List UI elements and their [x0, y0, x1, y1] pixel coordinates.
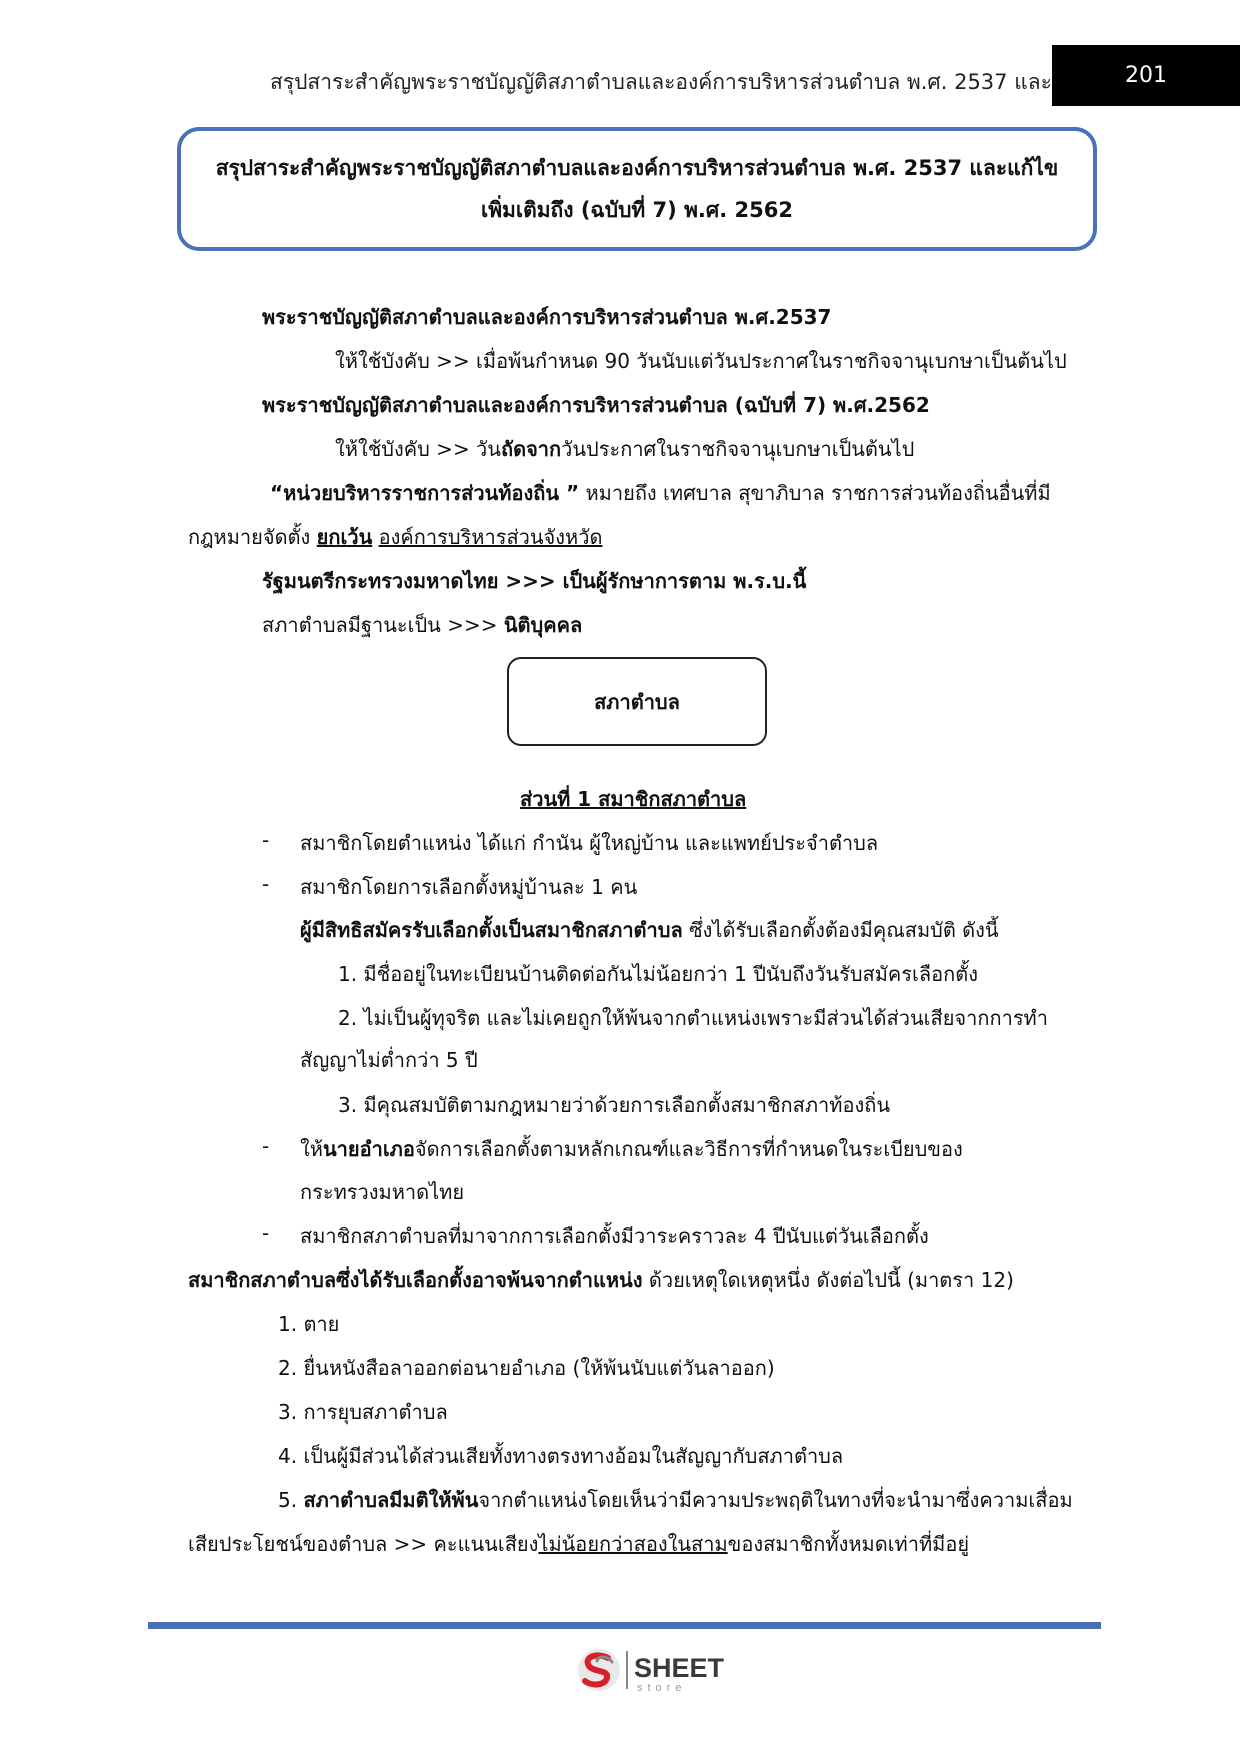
bullet-3-line-2: กระทรวงมหาดไทย — [300, 1180, 465, 1204]
footer-rule — [148, 1622, 1101, 1629]
act2-effective-prefix: ให้ใช้บังคับ >> วัน — [335, 437, 501, 461]
definition-text: หมายถึง เทศบาล สุขาภิบาล ราชการส่วนท้องถิ่นอื่นที่มี — [579, 481, 1051, 505]
bullet-dash: - — [262, 872, 270, 896]
definition-line2-prefix: กฎหมายจัดตั้ง — [188, 525, 317, 549]
logo-brand-text: SHEET — [634, 1653, 725, 1683]
act2-title: พระราชบัญญัติสภาตำบลและองค์การบริหารส่วนตำบล (ฉบับที่ 7) พ.ศ.2562 — [262, 393, 930, 417]
bullet-3-prefix: ให้ — [300, 1137, 323, 1161]
definition-term: “หน่วยบริหารราชการส่วนท้องถิ่น ” — [270, 481, 580, 505]
definition-exception-bold: ยกเว้น — [316, 525, 373, 549]
removal-reason-5-rest: จากตำแหน่งโดยเห็นว่ามีความประพฤติในทางที่จะนำมาซึ่งความเสื่อม — [478, 1488, 1073, 1512]
act1-title: พระราชบัญญัติสภาตำบลและองค์การบริหารส่วนตำบล พ.ศ.2537 — [262, 305, 832, 329]
title-line-1: สรุปสาระสำคัญพระราชบัญญัติสภาตำบลและองค์การบริหารส่วนตำบล พ.ศ. 2537 และแก้ไข — [215, 156, 1059, 180]
act2-effective — [335, 434, 914, 464]
legal-status-value: นิติบุคคล — [503, 613, 583, 637]
bullet-3-rest: จัดการเลือกตั้งตามหลักเกณฑ์และวิธีการที่กำหนดในระเบียบของ — [414, 1137, 963, 1161]
removal-reason-1: 1. ตาย — [278, 1312, 340, 1336]
bullet-3-line-1 — [300, 1134, 1092, 1164]
title-line-2: เพิ่มเติมถึง (ฉบับที่ 7) พ.ศ. 2562 — [481, 198, 793, 222]
removal-reason-5-bold: สภาตำบลมีมติให้พ้น — [303, 1488, 479, 1512]
legal-status-line — [262, 610, 582, 640]
sheet-store-logo-icon — [575, 1645, 745, 1695]
removal-reason-5-line2-prefix: เสียประโยชน์ของตำบล >> คะแนนเสียง — [188, 1532, 539, 1556]
removal-reason-3: 3. การยุบสภาตำบล — [278, 1400, 448, 1424]
definition-exception-org: องค์การบริหารส่วนจังหวัด — [378, 525, 603, 549]
qualification-intro-bold: ผู้มีสิทธิสมัครรับเลือกตั้งเป็นสมาชิกสภาตำบล — [300, 918, 683, 942]
definition-line — [270, 478, 1051, 508]
removal-reason-5-line2-suffix: ของสมาชิกทั้งหมดเท่าที่มีอยู่ — [727, 1532, 970, 1556]
qualification-3: 3. มีคุณสมบัติตามกฎหมายว่าด้วยการเลือกตั้งสมาชิกสภาท้องถิ่น — [338, 1093, 891, 1117]
minister-line: รัฐมนตรีกระทรวงมหาดไทย >>> เป็นผู้รักษาการตาม พ.ร.บ.นี้ — [262, 569, 807, 593]
page-number: 201 — [1052, 45, 1240, 106]
bullet-4: สมาชิกสภาตำบลที่มาจากการเลือกตั้งมีวาระคราวละ 4 ปีนับแต่วันเลือกตั้ง — [300, 1224, 929, 1248]
bullet-2: สมาชิกโดยการเลือกตั้งหมู่บ้านละ 1 คน — [300, 875, 638, 899]
act2-effective-bold: ถัดจาก — [500, 437, 562, 461]
removal-reason-5-prefix: 5. — [278, 1488, 304, 1512]
logo-sub-text: store — [637, 1682, 687, 1694]
qualification-1: 1. มีชื่ออยู่ในทะเบียนบ้านติดต่อกันไม่น้อยกว่า 1 ปีนับถึงวันรับสมัครเลือกตั้ง — [338, 962, 978, 986]
section-1-heading: ส่วนที่ 1 สมาชิกสภาตำบล — [520, 787, 747, 811]
bullet-dash: - — [262, 828, 270, 852]
removal-intro-rest: ด้วยเหตุใดเหตุหนึ่ง ดังต่อไปนี้ (มาตรา 12) — [642, 1268, 1014, 1292]
removal-reason-5-threshold: ไม่น้อยกว่าสองในสาม — [538, 1532, 728, 1556]
running-header: สรุปสาระสำคัญพระราชบัญญัติสภาตำบลและองค์การบริหารส่วนตำบล พ.ศ. 2537 และ — [270, 70, 1052, 94]
removal-reason-5-line-1 — [278, 1485, 1073, 1515]
legal-status-prefix: สภาตำบลมีฐานะเป็น >>> — [262, 613, 504, 637]
act2-effective-suffix: วันประกาศในราชกิจจานุเบกษาเป็นต้นไป — [561, 437, 915, 461]
removal-reason-2: 2. ยื่นหนังสือลาออกต่อนายอำเภอ (ให้พ้นนับแต่วันลาออก) — [278, 1356, 775, 1380]
node-box-label: สภาตำบล — [594, 689, 680, 714]
removal-reason-4: 4. เป็นผู้มีส่วนได้ส่วนเสียทั้งทางตรงทางอ้อมในสัญญากับสภาตำบล — [278, 1444, 844, 1468]
qualification-intro — [300, 915, 999, 945]
removal-intro — [188, 1265, 1014, 1295]
bullet-dash: - — [262, 1221, 270, 1245]
bullet-dash: - — [262, 1134, 270, 1158]
node-box-sapha-tambon — [507, 657, 767, 746]
definition-line-2 — [188, 522, 602, 552]
removal-reason-5-line-2 — [188, 1529, 969, 1559]
qualification-2-line-1: 2. ไม่เป็นผู้ทุจริต และไม่เคยถูกให้พ้นจากตำแหน่งเพราะมีส่วนได้ส่วนเสียจากการทำ — [338, 1006, 1048, 1030]
bullet-1: สมาชิกโดยตำแหน่ง ได้แก่ กำนัน ผู้ใหญ่บ้าน และแพทย์ประจำตำบล — [300, 831, 879, 855]
act1-effective: ให้ใช้บังคับ >> เมื่อพ้นกำหนด 90 วันนับแต่วันประกาศในราชกิจจานุเบกษาเป็นต้นไป — [335, 349, 1067, 373]
removal-intro-bold: สมาชิกสภาตำบลซึ่งได้รับเลือกตั้งอาจพ้นจากตำแหน่ง — [188, 1268, 643, 1292]
qualification-intro-rest: ซึ่งได้รับเลือกตั้งต้องมีคุณสมบัติ ดังนี้ — [682, 918, 999, 942]
qualification-2-line-2: สัญญาไม่ต่ำกว่า 5 ปี — [300, 1048, 478, 1072]
document-title-box — [177, 127, 1097, 251]
bullet-3-bold: นายอำเภอ — [322, 1137, 415, 1161]
sheet-store-logo — [575, 1645, 745, 1695]
